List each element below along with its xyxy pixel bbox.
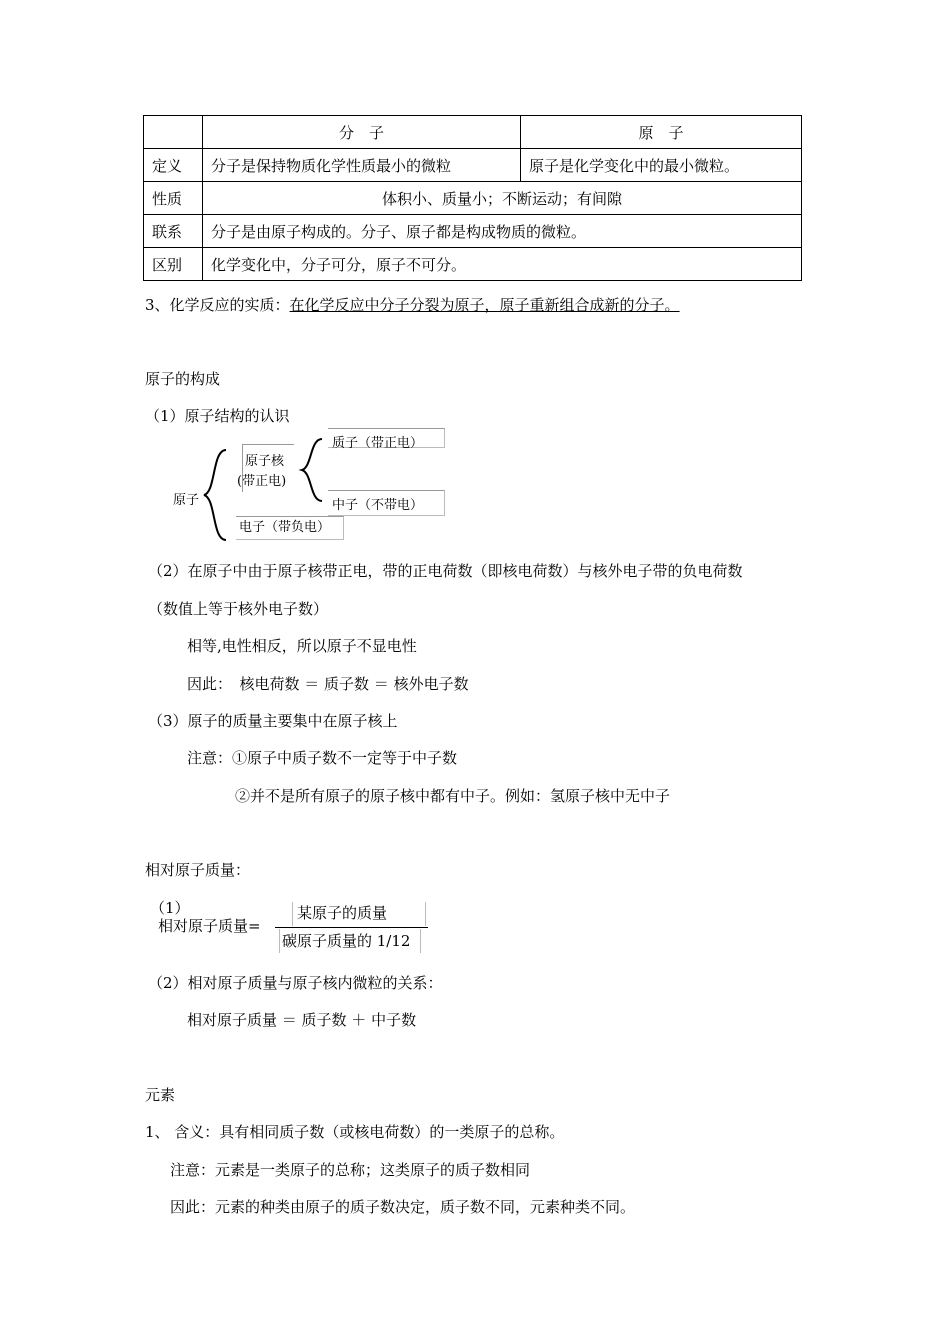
atom-structure-item-2-line-1: （2）在原子中由于原子核带正电，带的正电荷数（即核电荷数）与核外电子带的负电荷数 bbox=[148, 562, 743, 580]
atom-structure-item-3: （3）原子的质量主要集中在原子核上 bbox=[148, 712, 398, 730]
relative-mass-label: 相对原子质量= bbox=[158, 917, 261, 935]
table-cell: 体积小、质量小；不断运动；有间隙 bbox=[203, 182, 802, 215]
diagram-neutron: 中子（不带电） bbox=[332, 498, 424, 513]
section-title-atom-structure: 原子的构成 bbox=[145, 370, 221, 388]
essence-underlined: 在化学反应中分子分裂为原子，原子重新组合成新的分子。 bbox=[289, 296, 680, 314]
atom-structure-item-1: （1）原子结构的认识 bbox=[145, 407, 290, 425]
atom-note-2: ②并不是所有原子的原子核中都有中子。例如：氢原子核中无中子 bbox=[235, 787, 671, 805]
small-brace bbox=[298, 437, 326, 503]
atom-structure-item-2-line-2: （数值上等于核外电子数） bbox=[148, 600, 329, 618]
header-molecule: 分 子 bbox=[203, 116, 521, 149]
row-label: 区别 bbox=[144, 248, 203, 281]
diagram-electron: 电子（带负电） bbox=[239, 520, 331, 535]
diagram-nucleus: 原子核 bbox=[245, 454, 285, 469]
reaction-essence bbox=[145, 298, 680, 313]
fraction-bar bbox=[275, 927, 428, 928]
essence-prefix: 3、化学反应的实质： bbox=[145, 296, 290, 314]
table-cell: 分子是由原子构成的。分子、原子都是构成物质的微粒。 bbox=[203, 215, 802, 248]
relative-mass-item-2: （2）相对原子质量与原子核内微粒的关系： bbox=[148, 974, 443, 992]
element-therefore: 因此：元素的种类由原子的质子数决定，质子数不同，元素种类不同。 bbox=[170, 1198, 636, 1216]
table-row bbox=[144, 215, 802, 248]
row-label: 性质 bbox=[144, 182, 203, 215]
section-title-element: 元素 bbox=[145, 1086, 176, 1104]
charge-equation: 因此： 核电荷数 ＝ 质子数 ＝ 核外电子数 bbox=[187, 675, 469, 693]
element-item-1: 1、 含义：具有相同质子数（或核电荷数）的一类原子的总称。 bbox=[145, 1123, 565, 1141]
atom-note-1: 注意：①原子中质子数不一定等于中子数 bbox=[187, 749, 458, 767]
header-atom: 原 子 bbox=[521, 116, 802, 149]
table-cell: 分子是保持物质化学性质最小的微粒 bbox=[203, 149, 521, 182]
diagram-nucleus-charge: (带正电) bbox=[237, 474, 287, 489]
table-cell: 原子是化学变化中的最小微粒。 bbox=[521, 149, 802, 182]
fraction-numerator: 某原子的质量 bbox=[297, 904, 388, 922]
table-row bbox=[144, 149, 802, 182]
molecule-atom-table bbox=[143, 115, 802, 281]
table-row bbox=[144, 182, 802, 215]
table-row bbox=[144, 248, 802, 281]
diagram-proton: 质子（带正电） bbox=[332, 436, 424, 451]
big-brace bbox=[200, 448, 230, 543]
diagram-atom: 原子 bbox=[173, 493, 200, 508]
table-header-row bbox=[144, 116, 802, 149]
table-corner-cell bbox=[144, 116, 203, 149]
table-cell: 化学变化中，分子可分，原子不可分。 bbox=[203, 248, 802, 281]
fraction-denominator: 碳原子质量的 1/12 bbox=[282, 932, 411, 950]
row-label: 联系 bbox=[144, 215, 203, 248]
row-label: 定义 bbox=[144, 149, 203, 182]
element-note: 注意：元素是一类原子的总称；这类原子的质子数相同 bbox=[170, 1161, 531, 1179]
section-title-relative-mass: 相对原子质量： bbox=[145, 861, 251, 879]
relative-mass-formula: 相对原子质量 ＝ 质子数 ＋ 中子数 bbox=[187, 1011, 417, 1029]
relative-mass-item-1-number: （1） bbox=[150, 899, 190, 917]
atom-structure-item-2-line-3: 相等,电性相反，所以原子不显电性 bbox=[187, 637, 417, 655]
